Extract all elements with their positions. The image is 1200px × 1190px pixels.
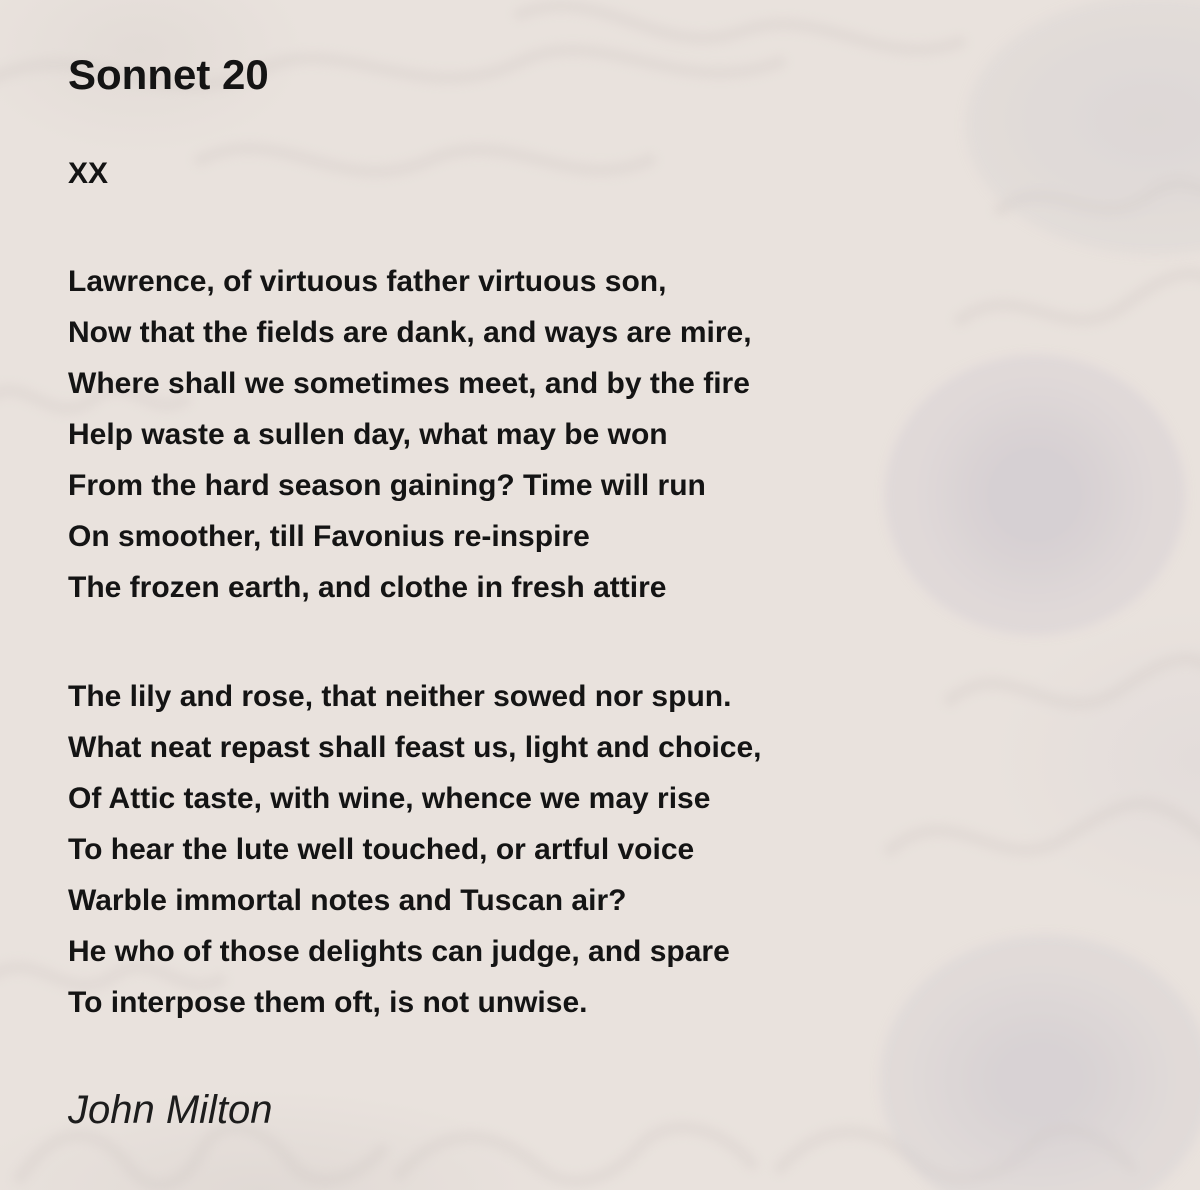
poem-title: Sonnet 20 — [68, 51, 269, 98]
poem-line: On smoother, till Favonius re-inspire — [68, 520, 590, 553]
poem-line: He who of those delights can judge, and spare — [68, 935, 730, 968]
poem-line: To interpose them oft, is not unwise. — [68, 986, 588, 1019]
poem-line: Where shall we sometimes meet, and by the fire — [68, 367, 750, 400]
poem-line: Of Attic taste, with wine, whence we may rise — [68, 782, 711, 815]
poem-line: The frozen earth, and clothe in fresh attire — [68, 571, 667, 604]
poem-line: From the hard season gaining? Time will run — [68, 469, 706, 502]
poem-line: Help waste a sullen day, what may be won — [68, 418, 668, 451]
author-signature: John Milton — [68, 1088, 273, 1132]
poem-line: Now that the fields are dank, and ways are mire, — [68, 316, 752, 349]
stanza-2 — [68, 671, 762, 1028]
poem-line: The lily and rose, that neither sowed nor spun. — [68, 680, 732, 713]
poem-numeral: XX — [68, 157, 109, 190]
poem-line: Warble immortal notes and Tuscan air? — [68, 884, 627, 917]
poem-line: To hear the lute well touched, or artful voice — [68, 833, 695, 866]
poem-line: What neat repast shall feast us, light and choice, — [68, 731, 762, 764]
poem-line: Lawrence, of virtuous father virtuous son, — [68, 265, 667, 298]
stanza-1 — [68, 256, 752, 613]
